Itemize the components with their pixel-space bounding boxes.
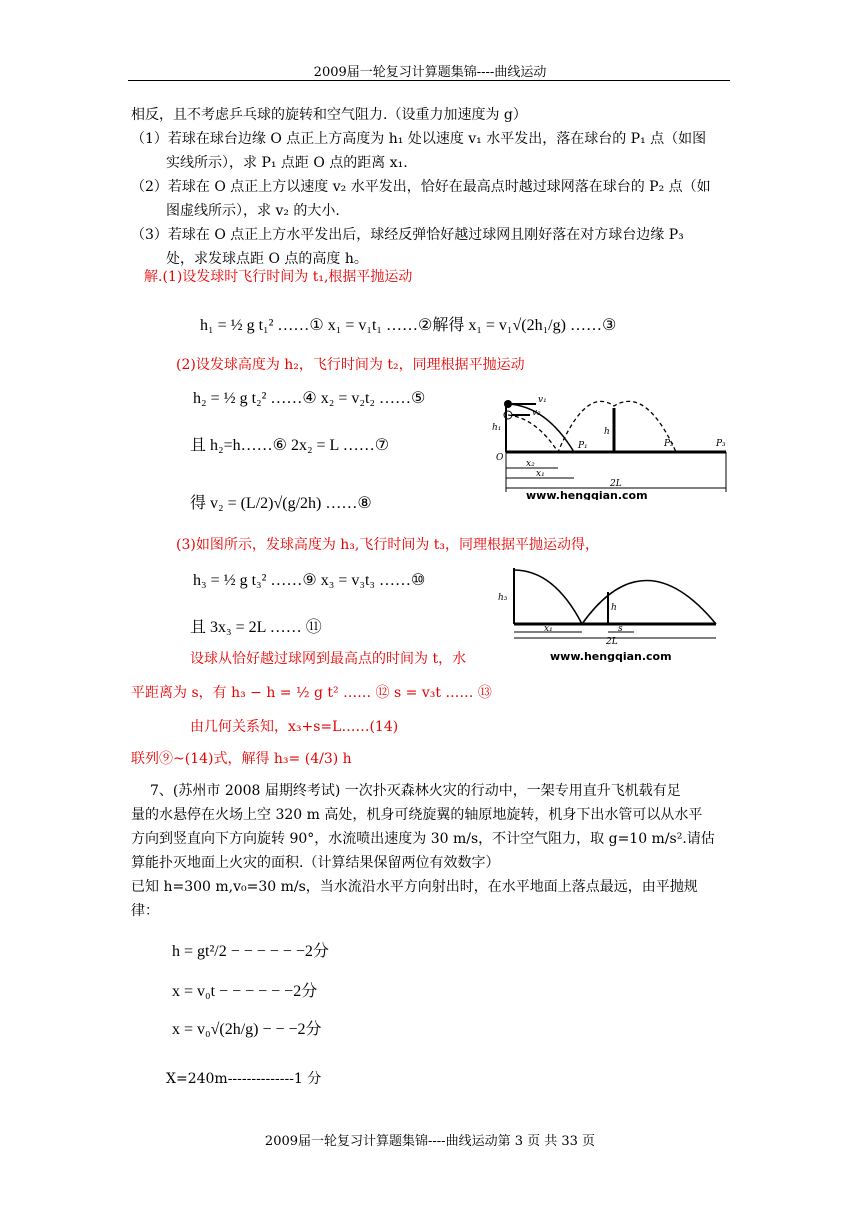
problem7-eq-1: h = gt²/2 − − − − − −2分 <box>172 943 329 960</box>
problem7-line-6: 律： <box>131 903 159 919</box>
fig1-label-o: O <box>496 453 504 463</box>
solution-part3-eq2: 且 3x₃ = 2L …… ⑪ <box>190 619 322 636</box>
fig2-label-2l: 2L <box>606 637 618 647</box>
solution-part3-text4: 联列⑨~(14)式，解得 h₃= (4/3) h <box>131 751 352 767</box>
fig1-label-p1: P₁ <box>578 441 588 451</box>
solution-part3-eq1: h₃ = ½ g t₃² ……⑨ x₃ = v₃t₃ ……⑩ <box>193 572 426 589</box>
solution-part2-eq2: 且 h₂=h……⑥ 2x₂ = L ……⑦ <box>190 437 390 454</box>
problem7-eq-2: x = v₀t − − − − − −2分 <box>172 983 318 1000</box>
fig1-label-x1: x₁ <box>536 469 545 479</box>
intro-line-3: 实线所示），求 P₁ 点距 O 点的距离 x₁. <box>166 155 408 171</box>
fig2-label-h: h <box>611 603 617 613</box>
fig1-label-h1: h₁ <box>492 423 502 433</box>
intro-line-4: （2）若球在 O 点正上方以速度 v₂ 水平发出，恰好在最高点时越过球网落在球台的 P₂ 点（如 <box>131 179 711 195</box>
fig1-label-p3: P₃ <box>716 439 726 449</box>
intro-line-2: （1）若球在球台边缘 O 点正上方高度为 h₁ 处以速度 v₁ 水平发出，落在球台的 P₁ 点（如图 <box>131 131 707 147</box>
problem7-line-5: 已知 h=300 m,v₀=30 m/s，当水流沿水平方向射出时，在水平地面上落点最远，由平抛规 <box>131 879 698 895</box>
fig1-label-h: h <box>604 427 610 437</box>
solution-part3-text2: 平距离为 s，有 h₃ − h = ½ g t² …… ⑫ s = v₃t …… ⑬ <box>131 685 492 701</box>
problem7-line-3: 方向到竖直向下方向旋转 90°，水流喷出速度为 30 m/s，不计空气阻力，取 g=10 m/s².请估 <box>131 831 715 847</box>
solution-part2-eq3: 得 v₂ = (L/2)√(g/2h) ……⑧ <box>190 495 372 512</box>
problem7-eq-4: X=240m--------------1 分 <box>166 1071 322 1087</box>
solution-part3-text3: 由几何关系知，x₃+s=L……(14) <box>190 719 399 735</box>
fig1-label-p2: P₂ <box>664 439 674 449</box>
fig1-label-2l: 2L <box>610 479 622 489</box>
fig1-label-v2: v₂ <box>532 408 541 418</box>
page-footer: 2009届一轮复习计算题集锦----曲线运动第 3 页 共 33 页 <box>264 1134 596 1149</box>
fig2-watermark: www.hengqian.com <box>550 650 672 663</box>
header-rule <box>128 80 730 81</box>
fig1-watermark: www.hengqian.com <box>526 489 648 500</box>
page-header: 2009届一轮复习计算题集锦----曲线运动 <box>313 65 547 80</box>
solution-part3-title: (3)如图所示，发球高度为 h₃,飞行时间为 t₃，同理根据平抛运动得， <box>176 537 600 553</box>
solution-part1-equations: h₁ = ½ g t₁² ……① x₁ = v₁t₁ ……②解得 x₁ = v₁√(2h₁/g) ……③ <box>200 317 617 334</box>
fig2-label-x1: x₁ <box>544 624 553 634</box>
solution-part3-text1: 设球从恰好越过球网到最高点的时间为 t，水 <box>190 651 467 667</box>
problem7-line-2: 量的水悬停在火场上空 320 m 高处，机身可绕旋翼的轴原地旋转，机身下出水管可以从水平 <box>131 807 703 823</box>
intro-line-1: 相反，且不考虑乒乓球的旋转和空气阻力.（设重力加速度为 g） <box>131 107 527 123</box>
fig2-label-h3: h₃ <box>498 593 508 603</box>
problem7-line-1: 7、(苏州市 2008 届期终考试) 一次扑灭森林火灾的行动中，一架专用直升飞机载有足 <box>150 783 681 799</box>
solution-part1-title: 解.(1)设发球时飞行时间为 t₁,根据平抛运动 <box>144 269 413 285</box>
problem7-eq-3: x = v₀√(2h/g) − − −2分 <box>172 1021 322 1038</box>
figure-1-trajectory <box>486 388 736 500</box>
intro-line-7: 处，求发球点距 O 点的高度 h。 <box>166 251 368 267</box>
fig2-label-s: s <box>618 624 623 634</box>
intro-line-5: 图虚线所示），求 v₂ 的大小. <box>166 203 340 219</box>
problem7-line-4: 算能扑灭地面上火灾的面积.（计算结果保留两位有效数字） <box>131 855 500 871</box>
intro-line-6: （3）若球在 O 点正上方水平发出后，球经反弹恰好越过球网且刚好落在对方球台边缘 P₃ <box>131 227 684 243</box>
solution-part2-eq1: h₂ = ½ g t₂² ……④ x₂ = v₂t₂ ……⑤ <box>193 390 426 407</box>
figure-2-bounce <box>494 562 730 666</box>
solution-part2-title: (2)设发球高度为 h₂，飞行时间为 t₂，同理根据平抛运动 <box>176 357 525 373</box>
fig1-label-v1: v₁ <box>538 395 547 405</box>
fig1-label-x2: x₂ <box>526 459 535 469</box>
